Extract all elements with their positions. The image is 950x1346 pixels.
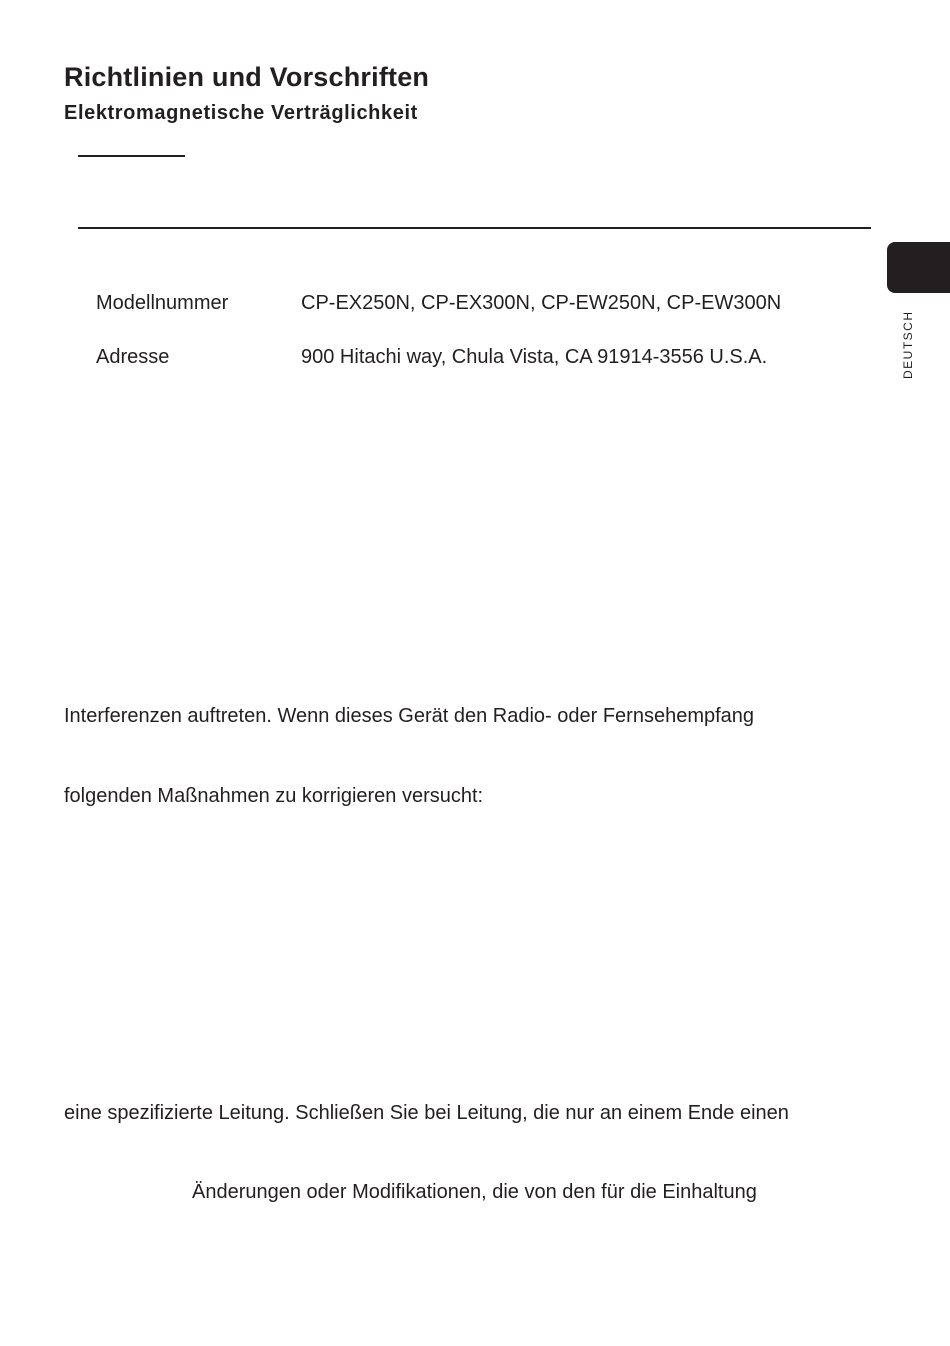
section-subtitle: Elektromagnetische Verträglichkeit bbox=[64, 102, 418, 124]
body-text-line: folgenden Maßnahmen zu korrigieren versucht: bbox=[64, 785, 484, 807]
language-tab-marker bbox=[887, 242, 950, 293]
model-number-label: Modellnummer bbox=[96, 292, 229, 314]
language-tab-label: DEUTSCH bbox=[901, 310, 915, 379]
model-number-value: CP-EX250N, CP-EX300N, CP-EW250N, CP-EW300N bbox=[301, 292, 782, 314]
body-text-line: eine spezifizierte Leitung. Schließen Sie bei Leitung, die nur an einem Ende einen bbox=[64, 1102, 789, 1124]
short-divider bbox=[78, 155, 185, 157]
long-divider bbox=[78, 227, 871, 229]
address-label: Adresse bbox=[96, 346, 170, 368]
page-title: Richtlinien und Vorschriften bbox=[64, 62, 430, 92]
body-text-line: Änderungen oder Modifikationen, die von den für die Einhaltung bbox=[192, 1181, 757, 1203]
body-text-line: Interferenzen auftreten. Wenn dieses Gerät den Radio- oder Fernsehempfang bbox=[64, 705, 755, 727]
address-value: 900 Hitachi way, Chula Vista, CA 91914-3556 U.S.A. bbox=[301, 346, 768, 368]
